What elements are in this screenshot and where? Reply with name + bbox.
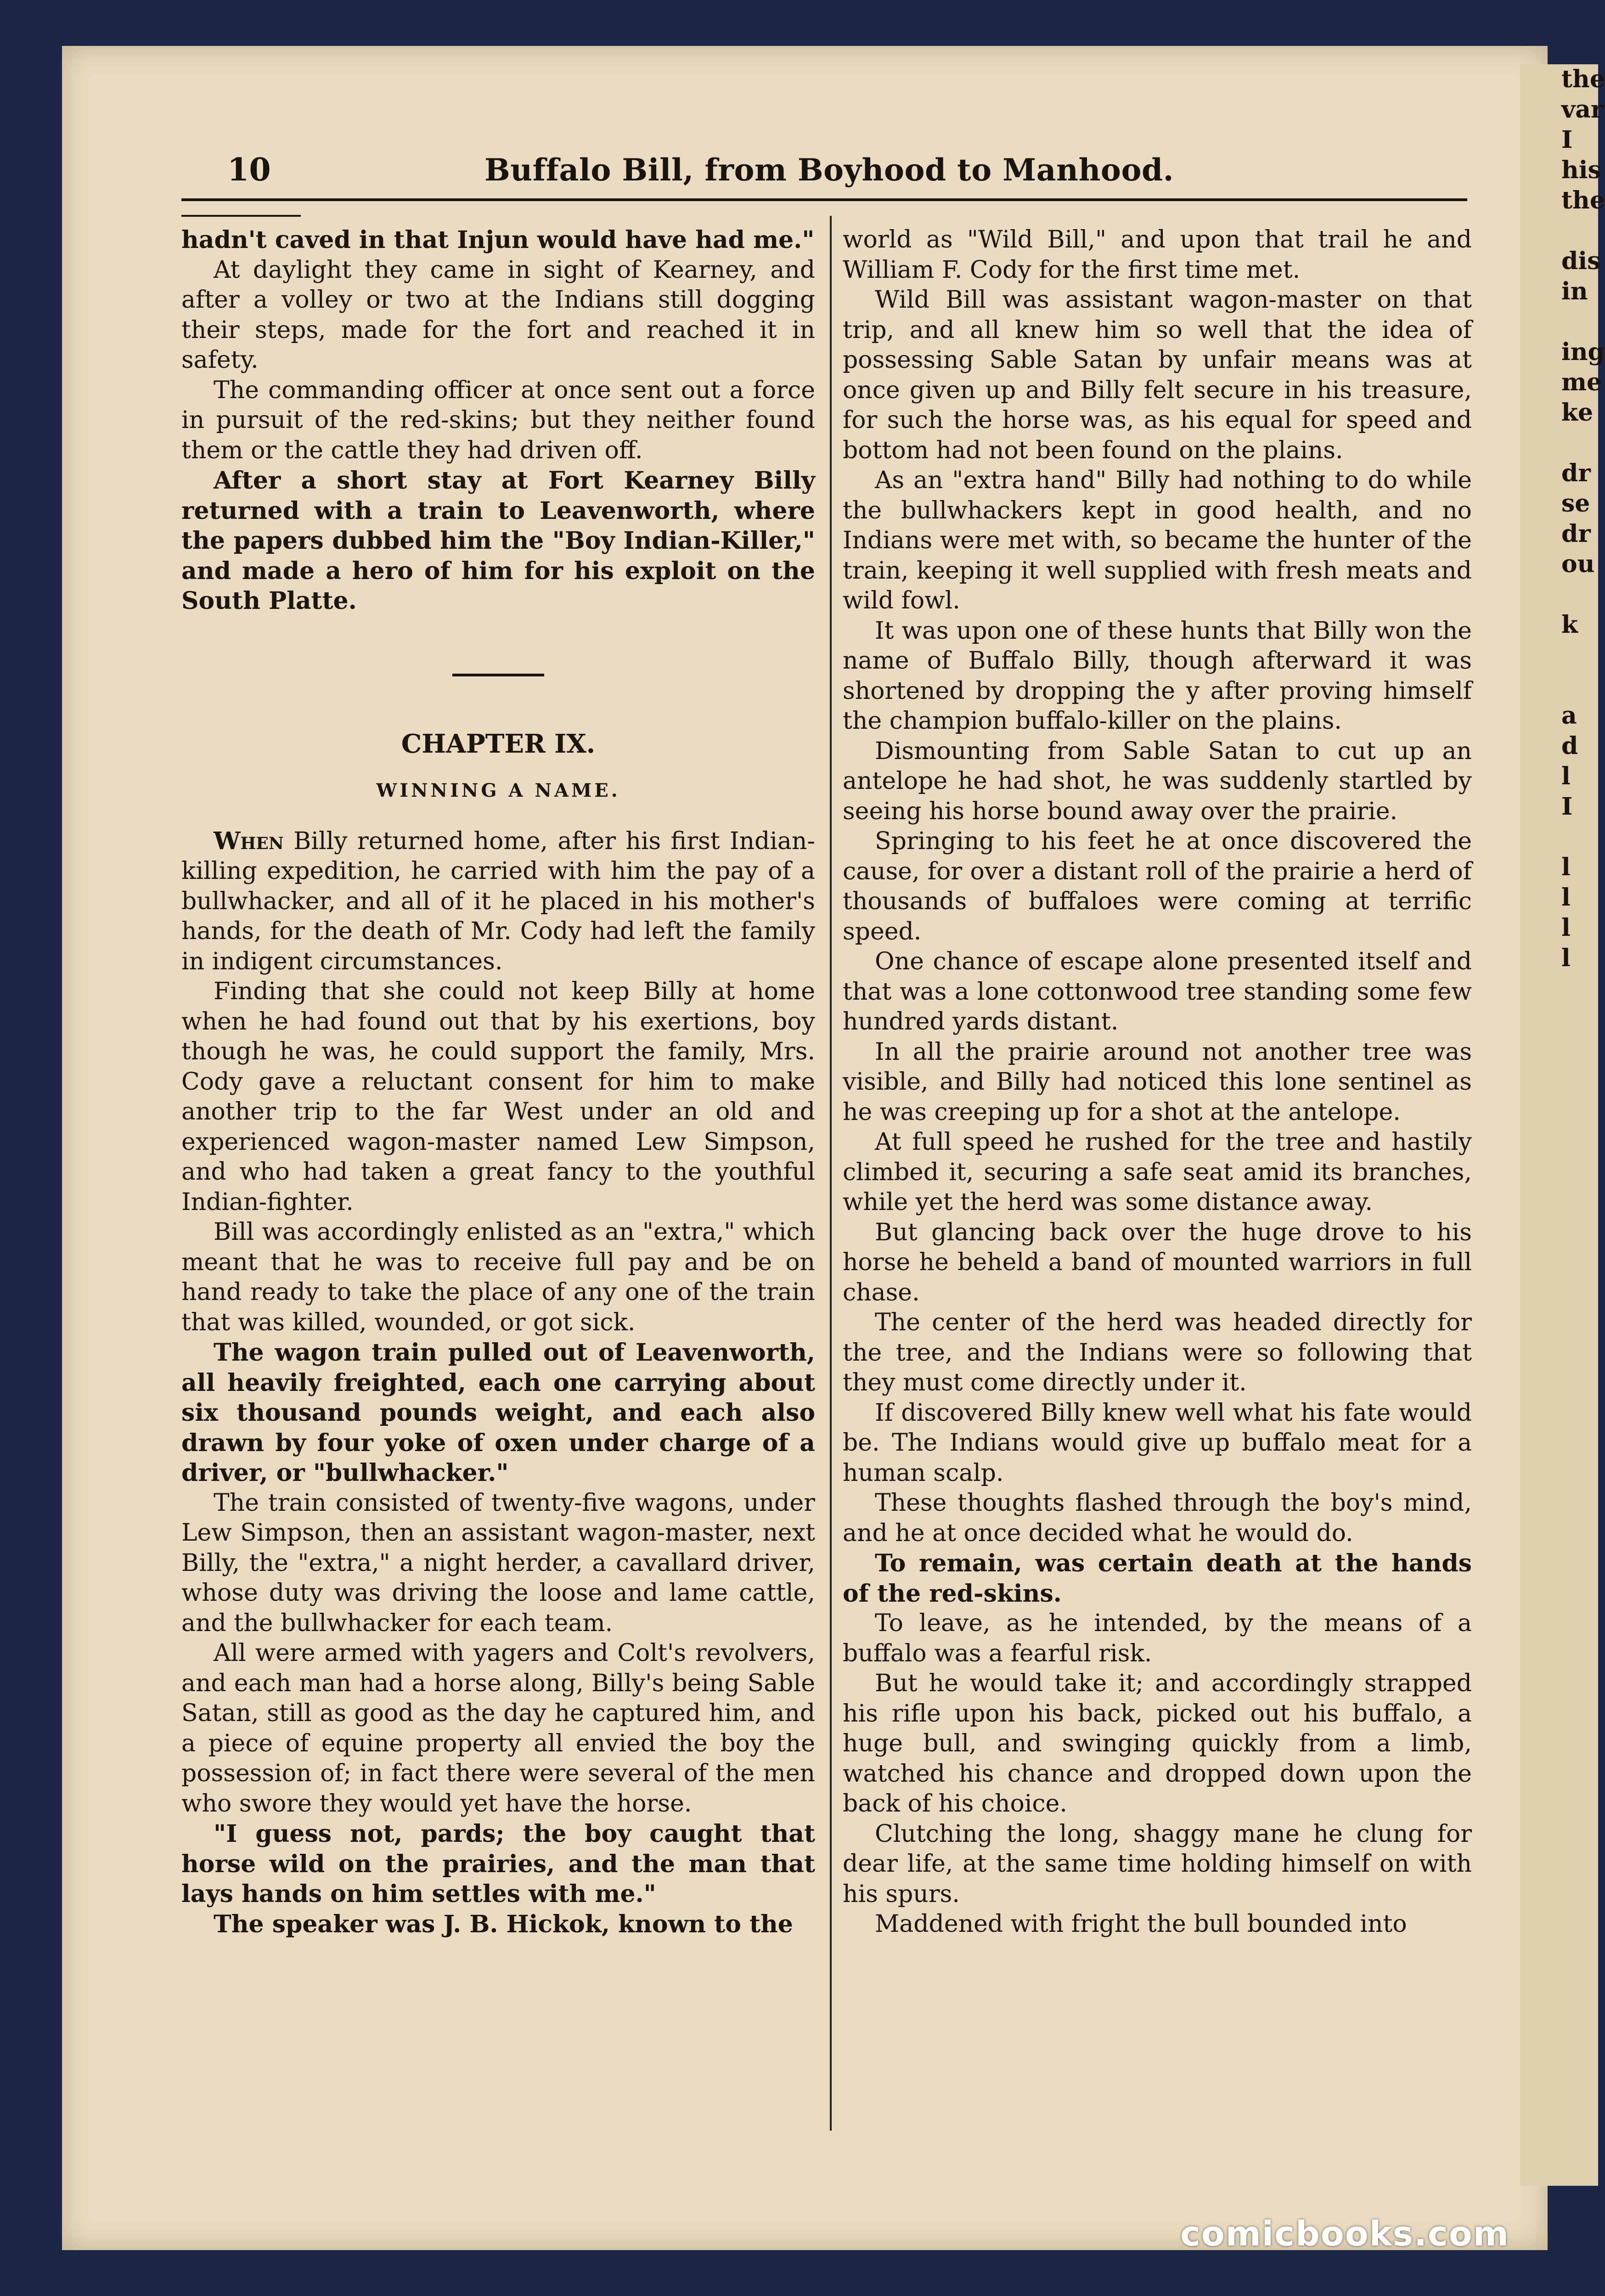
paragraph: In all the prairie around not another tree was visible, and Billy had noticed this lone sentinel as he was creeping up for a shot at the antelope.	[843, 1038, 1472, 1126]
facing-page-fragment: k	[1561, 611, 1578, 639]
paragraph: Bill was accordingly enlisted as an "extra," which meant that he was to receive full pay and be on hand ready to take the place of any one of the train that was killed, wounded, or got sick.	[181, 1218, 815, 1336]
column-divider	[830, 216, 832, 2131]
paragraph: One chance of escape alone presented itself and that was a lone cottonwood tree standing some few hundred yards distant.	[843, 948, 1472, 1035]
paragraph: To remain, was certain death at the hands of the red-skins.	[843, 1549, 1472, 1608]
facing-page-fragment: in	[1561, 277, 1588, 305]
right-column	[843, 225, 1472, 1940]
paragraph: Maddened with fright the bull bounded into	[875, 1910, 1407, 1938]
running-title: Buffalo Bill, from Boyhood to Manhood.	[484, 152, 1174, 188]
facing-page-edge	[1520, 64, 1605, 2186]
facing-page-fragment: I	[1561, 126, 1573, 154]
section-rule	[452, 674, 544, 676]
facing-page-fragment	[1520, 580, 1598, 610]
drop-word: When	[214, 827, 284, 855]
facing-page-fragment	[1520, 428, 1598, 458]
paragraph: At full speed he rushed for the tree and hastily climbed it, securing a safe seat amid its branches, while yet the herd was some distance away.	[843, 1128, 1472, 1216]
facing-page-fragment: ou	[1561, 550, 1595, 578]
facing-page-fragment: the	[1561, 186, 1605, 214]
facing-page-fragment: his	[1561, 156, 1601, 184]
paragraph: Dismounting from Sable Satan to cut up an antelope he had shot, he was suddenly startled by seeing his horse bound away over the prairie.	[843, 737, 1472, 825]
facing-page-fragment: a	[1561, 702, 1577, 730]
paragraph: The speaker was J. B. Hickok, known to the	[214, 1910, 793, 1938]
paragraph: These thoughts flashed through the boy's mind, and he at once decided what he would do.	[843, 1489, 1472, 1547]
paragraph: Springing to his feet he at once discovered the cause, for over a distant roll of the prairie a herd of thousands of buffaloes were coming at terrific speed.	[843, 827, 1472, 945]
paragraph: To leave, as he intended, by the means of a buffalo was a fearful risk.	[843, 1609, 1472, 1667]
facing-page-fragment: l	[1561, 853, 1571, 881]
facing-page-fragment	[1520, 216, 1598, 246]
paragraph: The commanding officer at once sent out a force in pursuit of the red-skins; but they neither found them or the cattle they had driven off.	[181, 376, 815, 464]
page-number: 10	[227, 152, 271, 188]
paragraph: As an "extra hand" Billy had nothing to do while the bullwhackers kept in good health, and no Indians were met with, so became the hunter of the train, keeping it well supplied with fresh meats and wild fowl.	[843, 467, 1472, 614]
page-header	[163, 145, 1463, 195]
facing-page-fragment: the	[1561, 65, 1605, 93]
chapter-heading: CHAPTER IX.	[401, 728, 596, 759]
facing-page-fragment: l	[1561, 914, 1571, 942]
facing-page-fragment: dr	[1561, 459, 1591, 487]
facing-page-fragment: d	[1561, 732, 1578, 760]
facing-page-fragment: me	[1561, 368, 1602, 396]
facing-page-fragment: l	[1561, 944, 1571, 972]
paragraph: It was upon one of these hunts that Billy won the name of Buffalo Billy, though afterward it was shortened by dropping the y after proving himself the champion buffalo-killer on the plains.	[843, 617, 1472, 735]
facing-page-fragment: se	[1561, 490, 1590, 518]
paragraph: Wild Bill was assistant wagon-master on that trip, and all knew him so well that the idea of possessing Sable Satan by unfair means was at once given up and Billy felt secure in his treasure, for such the horse was, as his equal for speed and bottom had not been found on the plains.	[843, 286, 1472, 464]
facing-page-fragment: l	[1561, 762, 1571, 790]
facing-page-fragment: I	[1561, 793, 1573, 821]
site-watermark: comicbooks.com	[1180, 2214, 1509, 2254]
paragraph: At daylight they came in sight of Kearney, and after a volley or two at the Indians still dogging their steps, made for the fort and reached it in safety.	[181, 256, 815, 374]
left-column	[181, 225, 815, 1939]
paragraph: If discovered Billy knew well what his fate would be. The Indians would give up buffalo meat for a human scalp.	[843, 1399, 1472, 1487]
facing-page-fragment	[1520, 640, 1598, 670]
paragraph: The center of the herd was headed directly for the tree, and the Indians were so following that they must come directly under it.	[843, 1309, 1472, 1396]
header-rule	[181, 198, 1467, 201]
paragraph: hadn't caved in that Injun would have had me."	[181, 226, 815, 254]
facing-page-fragment	[1520, 670, 1598, 701]
facing-page-fragment	[1520, 822, 1598, 852]
chapter-subtitle: WINNING A NAME.	[376, 780, 620, 801]
facing-page-fragment: dis	[1561, 247, 1601, 275]
facing-page-fragment	[1520, 307, 1598, 337]
paragraph: All were armed with yagers and Colt's revolvers, and each man had a horse along, Billy's being Sable Satan, still as good as the day he captured him, and a piece of equine property all envied the boy the possession of; in fact there were several of the men who swore they would yet have the horse.	[181, 1639, 815, 1818]
paragraph: Finding that she could not keep Billy at home when he had found out that by his exertions, boy though he was, he could support the family, Mrs. Cody gave a reluctant consent for him to make another trip to the far West under an old and experienced wagon-master named Lew Simpson, and who had taken a great fancy to the youthful Indian-fighter.	[181, 978, 815, 1216]
paragraph: The wagon train pulled out of Leavenworth, all heavily freighted, each one carrying about six thousand pounds weight, and each also drawn by four yoke of oxen under charge of a driver, or "bullwhacker."	[181, 1339, 815, 1487]
paragraph: The train consisted of twenty-five wagons, under Lew Simpson, then an assistant wagon-master, next Billy, the "extra," a night herder, a cavallard driver, whose duty was driving the loose and lame cattle, and the bullwhacker for each team.	[181, 1489, 815, 1637]
facing-page-fragment: var	[1561, 96, 1604, 124]
facing-page-fragment: ing	[1561, 338, 1605, 366]
paragraph: world as "Wild Bill," and upon that trail he and William F. Cody for the first time met.	[843, 226, 1472, 284]
paragraph: "I guess not, pards; the boy caught that horse wild on the prairies, and the man that lays hands on him settles with me."	[181, 1820, 815, 1908]
paragraph: Clutching the long, shaggy mane he clung for dear life, at the same time holding himself on with his spurs.	[843, 1820, 1472, 1908]
header-rule-short	[181, 215, 301, 217]
paragraph: But glancing back over the huge drove to his horse he beheld a band of mounted warriors in full chase.	[843, 1218, 1472, 1306]
facing-page-fragments	[1520, 64, 1605, 974]
paragraph-text: Billy returned home, after his first Indian-killing expedition, he carried with him the pay of a bullwhacker, and all of it he placed in his mother's hands, for the death of Mr. Cody had left the family in indigent circumstances.	[181, 827, 815, 975]
paragraph: But he would take it; and accordingly strapped his rifle upon his back, picked out his buffalo, a huge bull, and swinging quickly from a limb, watched his chance and dropped down upon the back of his choice.	[843, 1670, 1472, 1818]
chapter-opening-paragraph	[181, 826, 815, 977]
facing-page-fragment: dr	[1561, 520, 1591, 548]
facing-page-fragment: l	[1561, 884, 1571, 912]
paragraph: After a short stay at Fort Kearney Billy returned with a train to Leavenworth, where the papers dubbed him the "Boy Indian-Killer," and made a hero of him for his exploit on the South Platte.	[181, 467, 815, 615]
facing-page-fragment: ke	[1561, 399, 1594, 427]
